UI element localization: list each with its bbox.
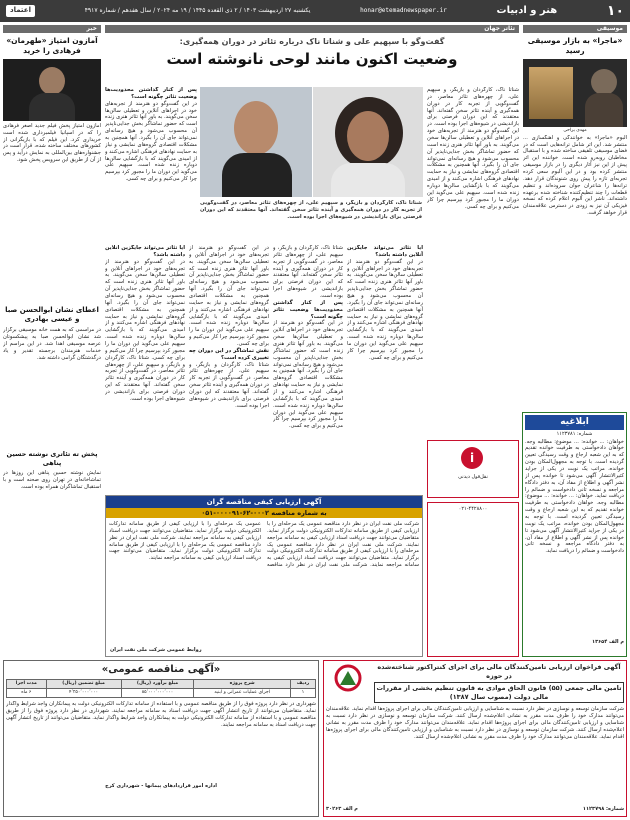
director-photo bbox=[3, 59, 101, 121]
main-col-b: در این گفت‌وگو دو هنرمند از تجربه‌های خود در اجراهای آنلاین و تعطیلی سالن‌ها سخن می‌گویند. به باور آنها تئاتر هنری زنده است که حضور تماشاگر بخش جدایی‌ناپذیر آن محسوب می‌شود و هیچ رسانه‌ای نمی‌تواند جای آن را بگیرد. آنها همچنین به مشکلات اقتصادی گروه‌های نمایشی و نیاز به حمایت نهادهای فرهنگی اشاره می‌کنند و از امیدی می‌گویند که با بازگشایی سالن‌ها دوباره زنده شده است. سپهیم علی می‌گوید این دوران ما را مجبور کرد بپرسیم چرا کار می‌کنیم و برای چه کسی. نقش تماشاگر در این دوران چه تغییری کرده است؟ شناتا ناک، کارگردان و بازیگر، و سپهیم علی، از چهره‌های تئاتر معاصر، در گفت‌وگویی از تجربه کار در دوران همه‌گیری و آینده تئاتر سخن گفته‌اند. آنها معتقدند که این دوران فرصتی برای بازاندیشی در شیوه‌های اجرا بوده است. bbox=[189, 245, 269, 409]
tender-cell: ۱ bbox=[290, 689, 315, 698]
issue-date: یکشنبه ۲۷ اردیبهشت ۱۴۰۳ / ۲ ذی القعده ۱۴۴۵ / ۱۹ مه ۲۰۲۴ / سال هفدهم / شماره ۴۹۱۷ bbox=[84, 7, 311, 15]
left-headline-3: پخش ته تئاتری نوشته حسین پناهی bbox=[6, 450, 98, 467]
main-headline: وضعیت اکنون مانند لوحی نانوشته است bbox=[166, 49, 458, 68]
eblagh-title: ابلاغیه bbox=[525, 415, 624, 430]
right-section-tag: موسیقی bbox=[523, 25, 627, 33]
tender-cell: ۸۵٬۰۰۰٬۰۰۰٬۰۰۰ bbox=[121, 689, 194, 698]
main-section-tag: تئاتر جهان bbox=[105, 25, 519, 33]
tender-body: شهرداری در نظر دارد پروژه فوق را از طریق مناقصه عمومی و با استفاده از سامانه تدارکات الکترونیکی دولت به پیمانکاران واجد شرایط واگذار نماید. متقاضیان می‌توانند از تاریخ انتشار آگهی جهت دریافت اسناد به سامانه مراجعه نمایند. شهرداری در نظر دارد پروژه فوق را از طریق مناقصه عمومی و با استفاده از سامانه تدارکات الکترونیکی دولت به پیمانکاران واجد شرایط واگذار نماید. متقاضیان می‌توانند از تاریخ انتشار آگهی جهت دریافت اسناد به سامانه مراجعه نمایند. bbox=[6, 701, 316, 728]
eblagh-footer: م الف ۱۳۶۵۴ bbox=[592, 638, 624, 645]
left-body-2: در مراسمی که به همت خانه موسیقی برگزار شد نشان ابوالحسن صبا به پیشکسوتان عرصه موسیقی اهدا شد. در این مراسم از خدمات هنرمندان برجسته تقدیر و یاد درگذشتگان گرامی داشته شد. bbox=[3, 327, 101, 361]
tender-header-cell: ردیف bbox=[290, 680, 315, 689]
right-headline: «ماجرا» به بازار موسیقی رسید bbox=[527, 36, 623, 55]
tender-footer: اداره امور قراردادهای پیمانها - شهرداری کرج bbox=[105, 783, 217, 790]
right-column bbox=[523, 25, 627, 410]
photo-caption: مهدی یراحی bbox=[563, 127, 587, 133]
main-col-d: آیا تئاتر می‌تواند جایگزین آنلاین داشته باشد؟ در این گفت‌وگو دو هنرمند از تجربه‌های خود در اجراهای آنلاین و تعطیلی سالن‌ها سخن می‌گویند. به باور آنها تئاتر هنری زنده است که حضور تماشاگر بخش جدایی‌ناپذیر آن محسوب می‌شود و هیچ رسانه‌ای نمی‌تواند جای آن را بگیرد. آنها همچنین به مشکلات اقتصادی گروه‌های نمایشی و نیاز به حمایت نهادهای فرهنگی اشاره می‌کنند و از امیدی می‌گویند که با بازگشایی سالن‌ها دوباره زنده شده است. سپهیم علی می‌گوید این دوران ما را مجبور کرد بپرسیم چرا کار می‌کنیم و برای چه کسی. bbox=[347, 245, 423, 361]
eblagh-body: خواهان: ... خوانده: ... موضوع: مطالبه وجه. خواهان دادخواستی به طرفیت خوانده تقدیم که به این شعبه ارجاع و وقت رسیدگی تعیین گردیده است. با توجه به مجهول‌المکان بودن خوانده، مراتب یک نوبت در یکی از جراید کثیرالانتشار آگهی می‌شود تا خوانده پس از نشر آگهی و اطلاع از مفاد آن، به دفتر دادگاه مراجعه و نسخه ثانی دادخواست و ضمائم را دریافت نماید. خواهان: ... خوانده: ... موضوع: مطالبه وجه. خواهان دادخواستی به طرفیت خوانده تقدیم که به این شعبه ارجاع و وقت رسیدگی تعیین گردیده است. با توجه به مجهول‌المکان بودن خوانده، مراتب یک نوبت در یکی از جراید کثیرالانتشار آگهی می‌شود تا خوانده پس از نشر آگهی و اطلاع از مفاد آن، به دفتر دادگاه مراجعه و نسخه ثانی دادخواست و ضمائم را دریافت نماید. bbox=[525, 438, 624, 555]
nioc-ad-sub: به شماره مناقصه ۰۰۰۲-۶۲-۰۰۰۰۹۱-۰۵۱ bbox=[106, 508, 422, 518]
left-body-1: آمازون امتیاز پخش فیلم جدید اصغر فرهادی را که در اسپانیا فیلمبرداری شده است خریداری کرد. این فیلم که با بازیگرانی از کشورهای مختلف ساخته شده، قرار است در جشنواره‌های بین‌المللی به نمایش درآید و پس از آن از طریق این سرویس پخش شود. bbox=[3, 122, 101, 164]
contact-box bbox=[427, 502, 519, 657]
small-red-box bbox=[427, 440, 519, 498]
main-article bbox=[105, 25, 519, 73]
left-headline-2: اعطای نشان ابوالحسن صبا و عیسی بهادری bbox=[5, 305, 99, 324]
top-bar bbox=[0, 0, 630, 22]
interviewee-photo-1 bbox=[313, 87, 423, 197]
nioc-ad-body: شرکت ملی نفت ایران در نظر دارد مناقصه عمومی یک مرحله‌ای را با ارزیابی کیفی از طریق سامانه تدارکات الکترونیکی دولت برگزار نماید. متقاضیان می‌توانند جهت دریافت اسناد ارزیابی کیفی به سامانه مراجعه نمایند. شرکت ملی نفت ایران در نظر دارد مناقصه عمومی یک مرحله‌ای را با ارزیابی کیفی از طریق سامانه تدارکات الکترونیکی دولت برگزار نماید. متقاضیان می‌توانند جهت دریافت اسناد ارزیابی کیفی به سامانه مراجعه نمایند. شرکت ملی نفت ایران در نظر دارد مناقصه عمومی یک مرحله‌ای را با ارزیابی کیفی از طریق سامانه تدارکات الکترونیکی دولت برگزار نماید. متقاضیان می‌توانند جهت دریافت اسناد ارزیابی کیفی به سامانه مراجعه نمایند. شرکت ملی نفت ایران در نظر دارد مناقصه عمومی یک مرحله‌ای را با ارزیابی کیفی از طریق سامانه تدارکات الکترونیکی دولت برگزار نماید. متقاضیان می‌توانند جهت دریافت اسناد ارزیابی کیفی به سامانه مراجعه نمایند. bbox=[109, 521, 419, 569]
left-body-3: نمایش نوشته حسین پناهی این روزها در تماشاخانه‌ای در تهران روی صحنه است و با استقبال تماشاگران همراه بوده است. bbox=[3, 470, 101, 491]
tender-header-cell: شرح پروژه bbox=[194, 680, 291, 689]
nioc-ad-title: آگهی ارزیابی کیفی مناقصه گران bbox=[106, 496, 422, 508]
small-red-text: نقل‌قول دیدنی bbox=[458, 474, 488, 480]
album-photo bbox=[523, 59, 627, 127]
tender-cell: ۶ ماه bbox=[7, 689, 47, 698]
eblagh-ad bbox=[522, 412, 627, 657]
tax-title: آگهی فراخوان ارزیابی تامین‌کنندگان مالی برای اجرای کنتراکتور شناخته‌شده در حوزه bbox=[377, 663, 621, 680]
tax-sub: تامین مالی جمعی (۵۵) قانون الحاق موادی به قانون تنظیم بخشی از مقررات مالی دولت (مصوب سال ۱۳۸۷) bbox=[374, 682, 624, 703]
page-number: ۱۰ bbox=[606, 2, 624, 19]
right-body: آلبوم «ماجرا» به خوانندگی و آهنگسازی ... منتشر شد. این اثر شامل ترانه‌هایی است که در فضای موسیقی تلفیقی ساخته شده و با استقبال مخاطبان روبه‌رو شده است. خواننده این اثر پیش از این نیز آثار دیگری را در بازار موسیقی منتشر کرده بود و در این آلبوم سعی کرده تجربه‌ای تازه را پیش روی شنوندگان قرار دهد. ترانه‌ها را شاعران جوان سروده‌اند و تنظیم قطعات را چند تنظیم‌کننده شناخته شده برعهده داشته‌اند. ناشر این آلبوم اعلام کرده که نسخه فیزیکی آن نیز به زودی در دسترس علاقه‌مندان قرار خواهد گرفت. bbox=[523, 134, 627, 217]
eblagh-number: شماره: ۱۱۲۳۷۸۱ bbox=[556, 431, 593, 437]
main-col-right: شناتا ناک، کارگردان و بازیگر، و سپهیم علی، از چهره‌های تئاتر معاصر، در گفت‌وگویی از تجربه کار در دوران همه‌گیری و آینده تئاتر سخن گفته‌اند. آنها معتقدند که این دوران فرصتی برای بازاندیشی در شیوه‌های اجرا بوده است. در این گفت‌وگو دو هنرمند از تجربه‌های خود در اجراهای آنلاین و تعطیلی سالن‌ها سخن می‌گویند. به باور آنها تئاتر هنری زنده است که حضور تماشاگر بخش جدایی‌ناپذیر آن محسوب می‌شود و هیچ رسانه‌ای نمی‌تواند جای آن را بگیرد. آنها همچنین به مشکلات اقتصادی گروه‌های نمایشی و نیاز به حمایت نهادهای فرهنگی اشاره می‌کنند و از امیدی می‌گویند که با بازگشایی سالن‌ها دوباره زنده شده است. سپهیم علی می‌گوید این دوران ما را مجبور کرد بپرسیم چرا کار می‌کنیم و برای چه کسی. bbox=[427, 87, 519, 210]
tax-footer: م الف ۳۰۲۶۳ bbox=[326, 806, 358, 813]
tender-cell: ۴٬۲۵۰٬۰۰۰٬۰۰۰ bbox=[46, 689, 121, 698]
info-icon: i bbox=[461, 447, 483, 469]
main-col-a: آیا تئاتر می‌تواند جایگزین آنلاین داشته باشد؟ در این گفت‌وگو دو هنرمند از تجربه‌های خود در اجراهای آنلاین و تعطیلی سالن‌ها سخن می‌گویند. به باور آنها تئاتر هنری زنده است که حضور تماشاگر بخش جدایی‌ناپذیر آن محسوب می‌شود و هیچ رسانه‌ای نمی‌تواند جای آن را بگیرد. آنها همچنین به مشکلات اقتصادی گروه‌های نمایشی و نیاز به حمایت نهادهای فرهنگی اشاره می‌کنند و از امیدی می‌گویند که با بازگشایی سالن‌ها دوباره زنده شده است. سپهیم علی می‌گوید این دوران ما را مجبور کرد بپرسیم چرا کار می‌کنیم و برای چه کسی. شناتا ناک، کارگردان و بازیگر، و سپهیم علی، از چهره‌های تئاتر معاصر، در گفت‌وگویی از تجربه کار در دوران همه‌گیری و آینده تئاتر سخن گفته‌اند. آنها معتقدند که این دوران فرصتی برای بازاندیشی در شیوه‌های اجرا بوده است. bbox=[105, 245, 185, 402]
tax-body: شرکت سازمان توسعه و نوسازی در نظر دارد نسبت به شناسایی و ارزیابی تامین‌کنندگان مالی برای اجرای پروژه‌ها اقدام نماید. علاقه‌مندان می‌توانند مدارک خود را ظرف مدت مقرر به نشانی اعلام‌شده ارسال کنند. شرکت سازمان توسعه و نوسازی در نظر دارد نسبت به شناسایی و ارزیابی تامین‌کنندگان مالی برای اجرای پروژه‌ها اقدام نماید. علاقه‌مندان می‌توانند مدارک خود را ظرف مدت مقرر به نشانی اعلام‌شده ارسال کنند. شرکت سازمان توسعه و نوسازی در نظر دارد نسبت به شناسایی و ارزیابی تامین‌کنندگان مالی برای اجرای پروژه‌ها اقدام نماید. علاقه‌مندان می‌توانند مدارک خود را ظرف مدت مقرر به نشانی اعلام‌شده ارسال کنند. bbox=[326, 706, 624, 740]
tender-header-cell: مبلغ برآورد (ریال) bbox=[121, 680, 194, 689]
tax-logo-icon bbox=[326, 663, 370, 693]
nioc-ad-footer: روابط عمومی شرکت ملی نفت ایران bbox=[110, 647, 202, 654]
main-lead: شناتا ناک، کارگردان و بازیگر، و سپهیم علی، از چهره‌های تئاتر معاصر، در گفت‌وگویی از تجربه کار در دوران همه‌گیری و آینده تئاتر سخن گفته‌اند. آنها معتقدند که این دوران فرصتی برای بازاندیشی در شیوه‌های اجرا بوده است. bbox=[200, 200, 422, 220]
main-col-left: پس از کنار گذاشتن محدودیت‌ها وضعیت تئاتر چگونه است؟ در این گفت‌وگو دو هنرمند از تجربه‌های خود در اجراهای آنلاین و تعطیلی سالن‌ها سخن می‌گویند. به باور آنها تئاتر هنری زنده است که حضور تماشاگر بخش جدایی‌ناپذیر آن محسوب می‌شود و هیچ رسانه‌ای نمی‌تواند جای آن را بگیرد. آنها همچنین به مشکلات اقتصادی گروه‌های نمایشی و نیاز به حمایت نهادهای فرهنگی اشاره می‌کنند و از امیدی می‌گویند که با بازگشایی سالن‌ها دوباره زنده شده است. سپهیم علی می‌گوید این دوران ما را مجبور کرد بپرسیم چرا کار می‌کنیم و برای چه کسی. bbox=[105, 87, 197, 183]
main-subhead: گفت‌وگو با سپهیم علی و شناتا ناک درباره تئاتر در دوران همه‌گیری: bbox=[179, 37, 445, 46]
section-email: honar@etemadnewspaper.ir bbox=[360, 7, 447, 15]
left-section-tag: خبر bbox=[3, 25, 101, 33]
interviewee-photo-2 bbox=[200, 87, 312, 197]
left-headline-1: آمازون امتیاز «طهرمان» فرهادی را خرید bbox=[6, 36, 98, 55]
tender-header-cell: مبلغ تضمین (ریال) bbox=[46, 680, 121, 689]
tender-ad bbox=[3, 660, 319, 817]
nioc-ad bbox=[105, 495, 423, 657]
tender-header-cell: مدت اجرا bbox=[7, 680, 47, 689]
newspaper-logo: اعتماد bbox=[6, 5, 35, 16]
section-title: هنر و ادبیات bbox=[496, 5, 558, 17]
contact-number: ۰۲۱-۴۴۲۸۸۰۰ bbox=[458, 506, 488, 512]
tender-table bbox=[6, 679, 316, 698]
left-column bbox=[3, 25, 101, 495]
main-col-c: شناتا ناک، کارگردان و بازیگر، و سپهیم علی، از چهره‌های تئاتر معاصر، در گفت‌وگویی از تجربه کار در دوران همه‌گیری و آینده تئاتر سخن گفته‌اند. آنها معتقدند که این دوران فرصتی برای بازاندیشی در شیوه‌های اجرا بوده است. پس از کنار گذاشتن محدودیت‌ها وضعیت تئاتر چگونه است؟ در این گفت‌وگو دو هنرمند از تجربه‌های خود در اجراهای آنلاین و تعطیلی سالن‌ها سخن می‌گویند. به باور آنها تئاتر هنری زنده است که حضور تماشاگر بخش جدایی‌ناپذیر آن محسوب می‌شود و هیچ رسانه‌ای نمی‌تواند جای آن را بگیرد. آنها همچنین به مشکلات اقتصادی گروه‌های نمایشی و نیاز به حمایت نهادهای فرهنگی اشاره می‌کنند و از امیدی می‌گویند که با بازگشایی سالن‌ها دوباره زنده شده است. سپهیم علی می‌گوید این دوران ما را مجبور کرد بپرسیم چرا کار می‌کنیم و برای چه کسی. bbox=[273, 245, 343, 430]
tender-cell: اجرای عملیات عمرانی و ابنیه bbox=[194, 689, 291, 698]
tax-ad bbox=[323, 660, 627, 817]
tax-number: شماره: ۱۱۲۳۷۹۸ bbox=[582, 806, 624, 813]
tender-title: «آگهی مناقصه عمومی» bbox=[101, 664, 221, 675]
